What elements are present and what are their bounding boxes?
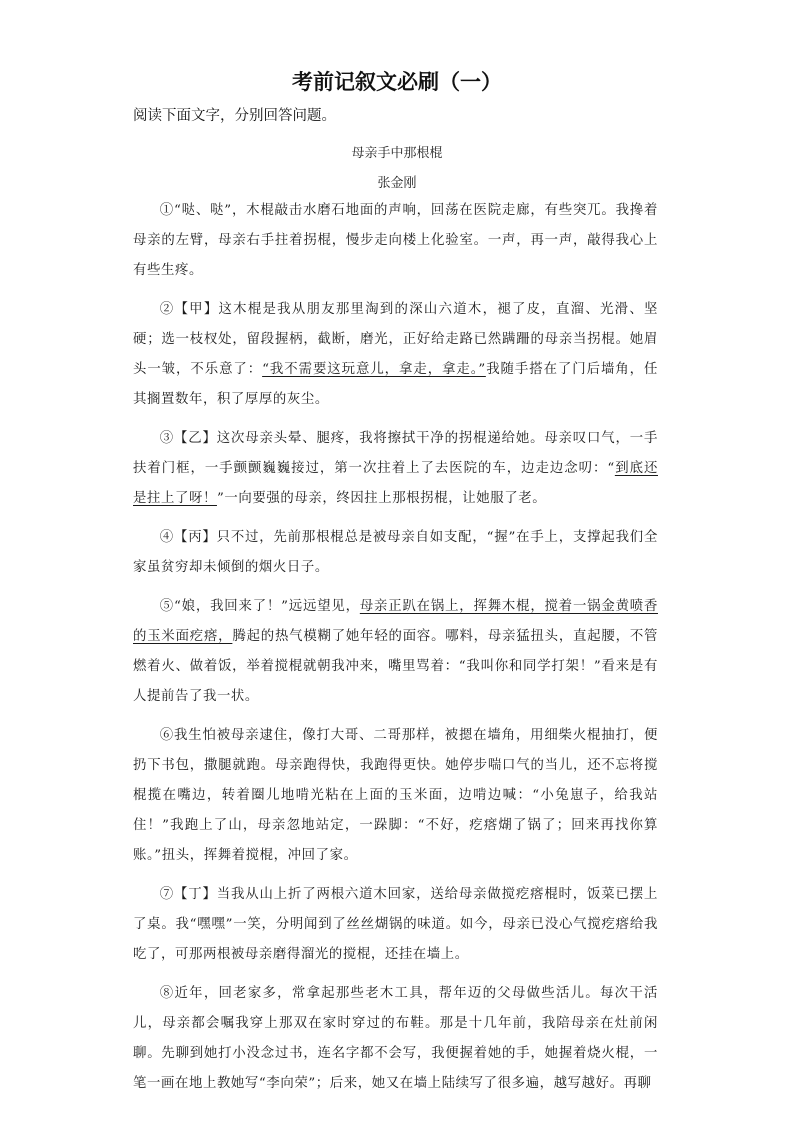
- paragraph-6: ⑥我生怕被母亲逮住，像打大哥、二哥那样，被摁在墙角，用细柴火棍抽打，便扔下书包，撒腿就跑。母亲跑得快，我跑得更快。她停步喘口气的当儿，还不忘将搅棍揽在嘴边，转着圈儿地啃光粘在上面的玉米面，边啃边喊：“小兔崽子，给我站住！”我跑上了山，母亲忽地站定，一跺脚：“不好，疙瘩煳了锅了；回来再找你算账。”扭头，挥舞着搅棍，冲回了家。: [133, 728, 658, 863]
- paragraph-4: ④【丙】只不过，先前那根棍总是被母亲自如支配，“握”在手上，支撑起我们全家虽贫穷却未倾倒的烟火日子。: [133, 530, 658, 575]
- underlined-quote: “我不需要这玩意儿，拿走，拿走。”: [262, 362, 486, 377]
- paragraph-1: ①“哒、哒”，木棍敲击水磨石地面的声响，回荡在医院走廊，有些突兀。我搀着母亲的左臂，母亲右手拄着拐棍，慢步走向楼上化验室。一声，再一声，敲得我心上有些生疼。: [133, 203, 658, 278]
- article-author: 张金刚: [377, 176, 417, 191]
- underlined-sentence: 母亲正趴在锅上，挥舞木棍，搅着一锅金黄喷香的玉米面疙瘩，: [133, 599, 658, 644]
- paragraph-3: ③【乙】这次母亲头晕、腿疼，我将擦拭干净的拐棍递给她。母亲叹口气，一手扶着门框，一手颤颤巍巍接过，第一次拄着上了去医院的车，边走边念叨：“到底还是拄上了呀！”一向要强的母亲，终因拄上那根拐棍，让她服了老。: [133, 431, 658, 506]
- paragraph-7: ⑦【丁】当我从山上折了两根六道木回家，送给母亲做搅疙瘩棍时，饭菜已摆上了桌。我“嘿嘿”一笑，分明闻到了丝丝煳锅的味道。如今，母亲已没心气搅疙瘩给我吃了，可那两根被母亲磨得溜光的搅棍，还挂在墙上。: [133, 887, 658, 962]
- article-body: [133, 196, 658, 1108]
- underlined-quote: 到底还是拄上了呀！: [133, 461, 658, 506]
- paragraph-5: ⑤“娘，我回来了！”远远望见，母亲正趴在锅上，挥舞木棍，搅着一锅金黄喷香的玉米面疙瘩，腾起的热气模糊了她年轻的面容。哪料，母亲猛扭头，直起腰，不管燃着火、做着饭，举着搅棍就朝我冲来，嘴里骂着：“我叫你和同学打架！”看来是有人提前告了我一状。: [133, 599, 659, 704]
- paragraph-2: ②【甲】这木棍是我从朋友那里淘到的深山六道木，褪了皮，直溜、光滑、坚硬；选一枝杈处，留段握柄，截断，磨光，正好给走路已然蹒跚的母亲当拐棍。她眉头一皱，不乐意了：“我不需要这玩意儿，拿走，拿走。”我随手搭在了门后墙角，任其搁置数年，积了厚厚的灰尘。: [133, 302, 658, 407]
- page-title: 考前记叙文必刷（一）: [292, 70, 502, 94]
- paragraph-8: ⑧近年，回老家多，常拿起那些老木工具，帮年迈的父母做些活儿。每次干活儿，母亲都会嘱我穿上那双在家时穿过的布鞋。那是十几年前，我陪母亲在灶前闲聊。先聊到她打小没念过书，连名字都不会写，我便握着她的手，她握着烧火棍，一笔一画在地上教她写“李向荣”；后来，她又在墙上陆续写了很多遍，越写越好。再聊: [133, 986, 658, 1091]
- instructions: 阅读下面文字，分别回答问题。: [133, 108, 336, 124]
- article-title: 母亲手中那根棍: [351, 146, 443, 161]
